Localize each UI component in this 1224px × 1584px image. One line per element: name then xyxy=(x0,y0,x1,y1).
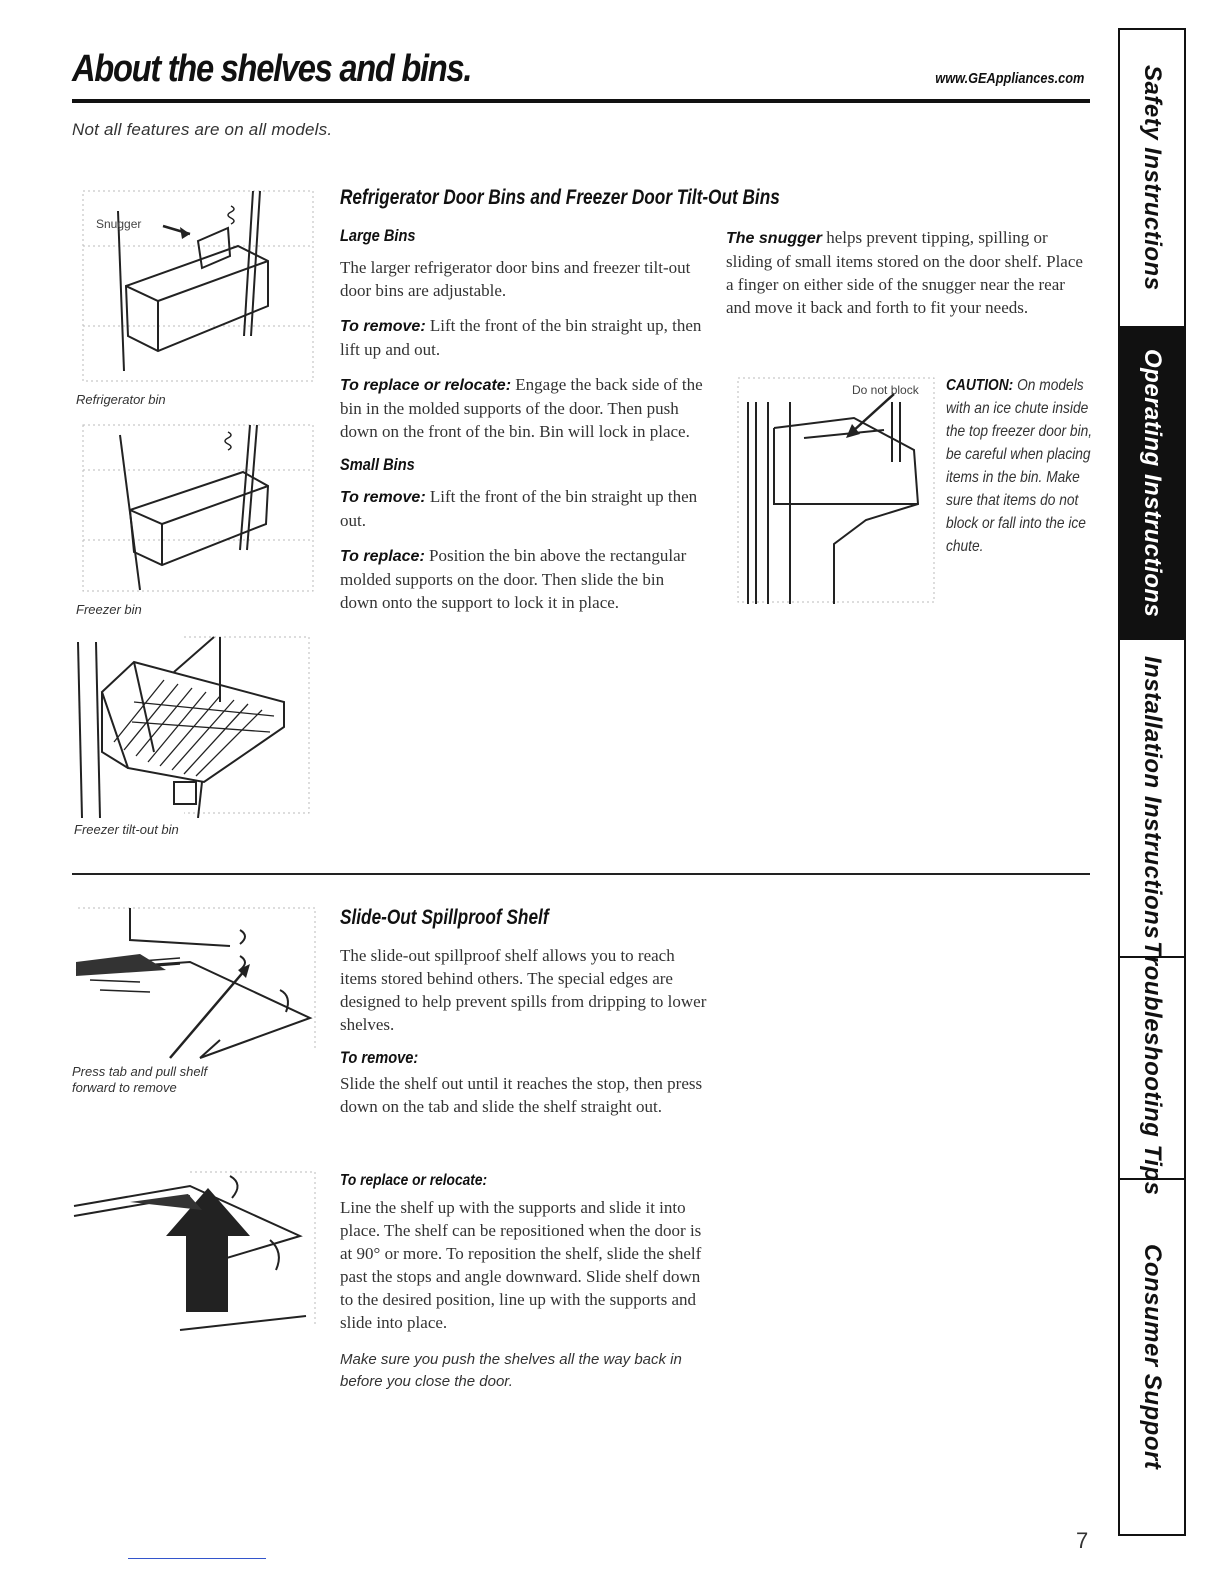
tab-troubleshooting-tips[interactable] xyxy=(1120,940,1184,1196)
tab-label: Consumer Support xyxy=(1139,1244,1166,1470)
large-bins-replace: To replace or relocate: Engage the back side of the bin in the molded supports of the door. Then push down on the front of the bin. Bin will lock in place. xyxy=(340,375,703,441)
small-bins-heading: Small Bins xyxy=(340,455,415,474)
refrigerator-bin-caption: Refrigerator bin xyxy=(76,392,166,407)
site-url[interactable]: www.GEAppliances.com xyxy=(934,70,1084,87)
large-bins-remove: To remove: Lift the front of the bin straight up, then lift up and out. xyxy=(340,316,702,359)
refrigerator-bin-illustration xyxy=(78,186,318,386)
reposition-shelf-illustration xyxy=(70,1166,320,1334)
small-bins-remove: To remove: Lift the front of the bin straight up then out. xyxy=(340,487,698,530)
freezer-tilt-out-bin-illustration xyxy=(74,632,314,818)
shelf-heading: Slide-Out Spillproof Shelf xyxy=(340,906,549,929)
snugger-label: Snugger xyxy=(96,217,142,231)
tab-safety-instructions[interactable] xyxy=(1120,30,1184,328)
freezer-tilt-out-bin-caption: Freezer tilt-out bin xyxy=(74,822,179,837)
shelf-replace-text: Line the shelf up with the supports and slide it into place. The shelf can be repositioned when the door is at 90° or more. To reposition the shelf, slide the shelf past the stops and angle downward. Slide shelf down to the desired position, line up with the supports and slide into place. xyxy=(340,1198,702,1332)
shelf-note: Make sure you push the shelves all the way back in before you close the door. xyxy=(340,1351,682,1390)
large-bins-intro: The larger refrigerator door bins and freezer tilt-out door bins are adjustable. xyxy=(340,258,691,300)
tab-operating-instructions[interactable] xyxy=(1120,328,1184,640)
shelf-replace-heading: To replace or relocate: xyxy=(340,1172,488,1189)
tab-label: Troubleshooting Tips xyxy=(1139,940,1166,1196)
snugger-text-column xyxy=(726,226,1090,331)
door-bins-text-column xyxy=(340,226,704,626)
sidebar-tabs xyxy=(1118,28,1186,1536)
tab-installation-instructions[interactable] xyxy=(1120,640,1184,958)
tab-label: Installation Instructions xyxy=(1139,656,1166,940)
title-rule xyxy=(72,99,1090,103)
tab-label: Operating Instructions xyxy=(1139,348,1166,618)
shelf-remove-heading: To remove: xyxy=(340,1048,419,1067)
do-not-block-label: Do not block xyxy=(852,383,919,397)
page-subtitle: Not all features are on all models. xyxy=(72,120,333,139)
page-title: About the shelves and bins. xyxy=(72,48,472,90)
shelf-remove-text: Slide the shelf out until it reaches the stop, then press down on the tab and slide the shelf straight out. xyxy=(340,1074,703,1116)
slide-out-shelf-illustration xyxy=(70,900,320,1064)
shelf-replace-column xyxy=(340,1172,710,1408)
large-bins-heading: Large Bins xyxy=(340,226,416,245)
section-divider xyxy=(72,873,1090,875)
tab-label: Safety Instructions xyxy=(1139,65,1166,291)
freezer-bin-illustration xyxy=(78,420,318,596)
ice-chute-illustration xyxy=(734,372,944,608)
freezer-bin-caption: Freezer bin xyxy=(76,602,142,617)
page-number: 7 xyxy=(1076,1528,1089,1553)
snugger-description: The snugger helps prevent tipping, spilling or sliding of small items stored on the door shelf. Place a finger on either side of the snugger near the rear and move it back and forth to fit your needs. xyxy=(726,228,1083,317)
slide-out-shelf-caption: Press tab and pull shelf forward to remove xyxy=(72,1064,208,1095)
small-bins-replace: To replace: Position the bin above the rectangular molded supports on the door. Then slide the bin down onto the support to lock it in place. xyxy=(340,546,687,612)
bottom-link-line xyxy=(128,1558,266,1559)
shelf-text-column xyxy=(340,944,710,1130)
caution-note: CAUTION: On models with an ice chute inside the top freezer door bin, be careful when placing items in the bin. Make sure that items do not block or fall into the ice chute. xyxy=(946,377,1093,555)
door-bins-heading: Refrigerator Door Bins and Freezer Door Tilt-Out Bins xyxy=(340,186,780,209)
shelf-intro: The slide-out spillproof shelf allows you to reach items stored behind others. The special edges are designed to help prevent spills from dripping to lower shelves. xyxy=(340,946,707,1034)
tab-consumer-support[interactable] xyxy=(1120,1180,1184,1534)
